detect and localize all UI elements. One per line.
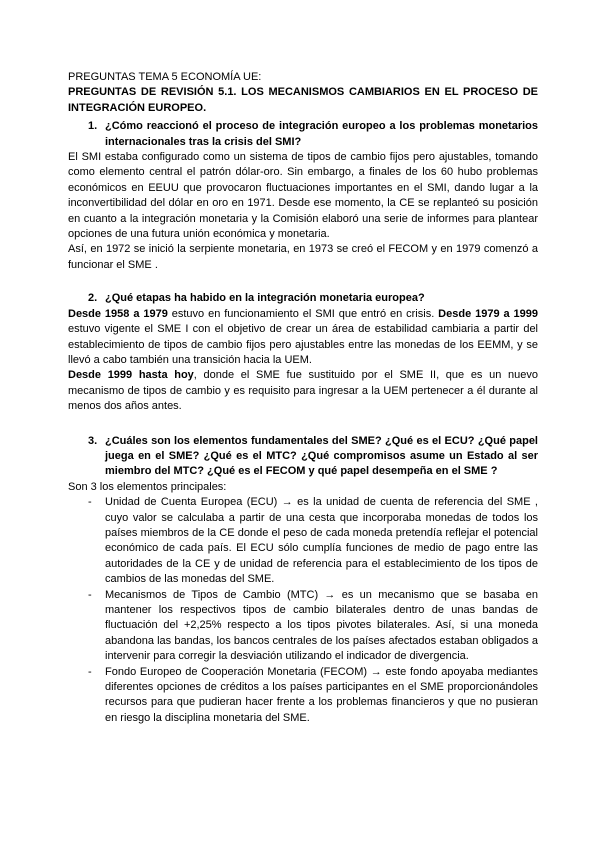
list-item	[68, 665, 538, 727]
bullet-marker: -	[88, 496, 92, 509]
text-run: estuvo en funcionamiento el SMI que entró en crisis.	[167, 307, 439, 320]
question-2-number: 2.	[88, 292, 98, 305]
question-1-answer-paragraph-2: Así, en 1972 se inició la serpiente monetaria, en 1973 se creó el FECOM y en 1979 comenzó a funcionar el SME .	[68, 243, 538, 271]
bullet-marker: -	[88, 665, 92, 678]
emphasis-run: Desde 1958 a 1979	[68, 307, 168, 320]
emphasis-run: Desde 1979 a 1999	[438, 307, 539, 320]
text-run: estuvo vigente el SME I con el objetivo de crear un área de estabilidad cambiaria a partir del establecimiento de tipos de cambio fijos pero ajustables entre las monedas de los EEMM, y se llevó a cabo también una transición hacia la UEM.	[68, 323, 538, 366]
question-3	[68, 434, 538, 480]
bullet-text-ecu: Unidad de Cuenta Europea (ECU) → es la unidad de cuenta de referencia del SME , cuyo valor se calculaba a partir de una cesta que incorporaba monedas de todos los países miembros de la CE donde el peso de cada moneda pretendía reflejar el potencial económico de cada país. El ECU sólo cumplía funciones de medio de pago entre las autoridades de la CE y de unidad de referencia para el establecimiento de los tipos de cambios de las monedas del SME.	[105, 496, 538, 586]
question-1-answer-paragraph-1: El SMI estaba configurado como un sistema de tipos de cambio fijos pero ajustables, tomando como elemento central el patrón dólar-oro. Sin embargo, a finales de los 60 hubo problemas económicos en EEUU que provocaron fluctuaciones importantes en el SMI, dando lugar a la inconvertibilidad del dólar en oro en 1971. Desde ese momento, la CE se replanteó su posición en cuanto a la integración monetaria y la Comisión elaboró una serie de informes para plantear opciones de una futura unión económica y monetaria.	[68, 151, 538, 241]
question-1-number: 1.	[88, 120, 98, 133]
question-2-answer-paragraph-1	[68, 307, 538, 369]
question-3-text: ¿Cuáles son los elementos fundamentales del SME? ¿Qué es el ECU? ¿Qué papel juega en el SME? ¿Qué es el MTC? ¿Qué compromisos asume un Estado al ser miembro del MTC? ¿Qué es el FECOM y qué papel desempeña en el SME ?	[105, 434, 538, 478]
text-run: , donde el SME fue sustituido por el SME II, que es un nuevo mecanismo de tipos de cambio y es requisito para ingresar a la UEM pertenecer a él durante al menos dos años antes.	[68, 369, 538, 413]
question-2-answer-paragraph-2	[68, 368, 538, 414]
bullet-text-mtc: Mecanismos de Tipos de Cambio (MTC) → es un mecanismo que se basaba en mantener los respectivos tipos de cambio bilaterales dentro de unas bandas de fluctuación del +2,25% respecto a los tipos pivotes bilaterales. Así, si una moneda abandona las bandas, los bancos centrales de los países afectados estaban obligados a intervenir para corregir la desviación utilizando el indicador de divergencia.	[105, 588, 538, 663]
section-spacer-1	[68, 273, 538, 288]
question-1-text: ¿Cómo reaccionó el proceso de integración europeo a los problemas monetarios internacionales tras la crisis del SMI?	[105, 120, 538, 148]
question-2	[68, 291, 538, 306]
document-heading-plain: PREGUNTAS TEMA 5 ECONOMÍA UE:	[68, 71, 262, 83]
question-3-intro: Son 3 los elementos principales:	[68, 480, 227, 493]
bullet-text-fecom: Fondo Europeo de Cooperación Monetaria (FECOM) → este fondo apoyaba mediantes diferentes opciones de créditos a los países participantes en el SME proporcionándoles recursos para que pudieran hacer frente a los problemas financieros y que no pusieran en riesgo la disciplina monetaria del SME.	[105, 665, 538, 724]
question-2-text: ¿Qué etapas ha habido en la integración monetaria europea?	[105, 292, 425, 305]
emphasis-run: Desde 1999 hasta hoy	[68, 369, 194, 382]
list-item	[68, 495, 538, 587]
document-body	[68, 70, 538, 726]
bullet-marker: -	[88, 588, 92, 601]
list-item	[68, 588, 538, 665]
question-1	[68, 119, 538, 150]
question-3-number: 3.	[88, 434, 98, 447]
document-heading-bold: PREGUNTAS DE REVISIÓN 5.1. LOS MECANISMOS CAMBIARIOS EN EL PROCESO DE INTEGRACIÓN EUROPEO.	[68, 86, 538, 114]
section-spacer-2	[68, 415, 538, 431]
